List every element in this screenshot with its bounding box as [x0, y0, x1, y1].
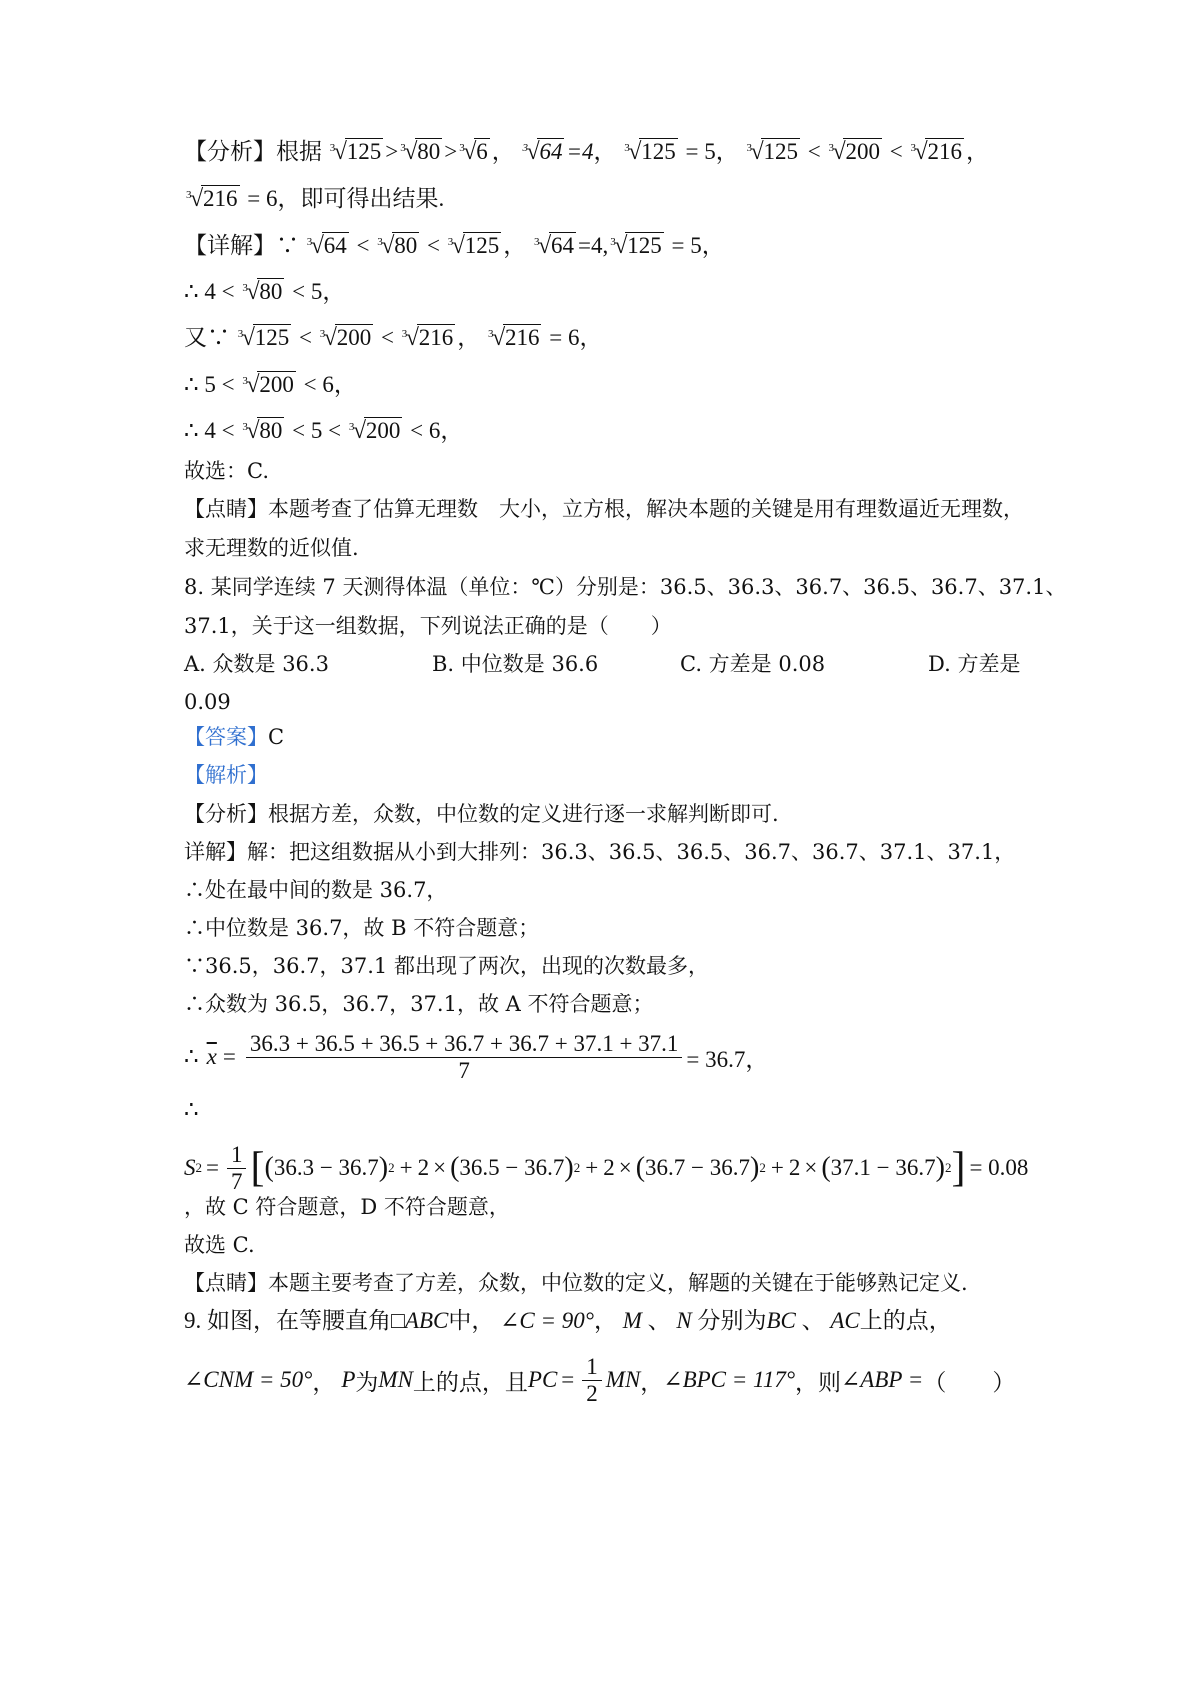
value: 5	[704, 139, 716, 164]
step-2: ∴中位数是 36.7，故 B 不符合题意；	[184, 916, 540, 940]
value: 5	[690, 233, 702, 258]
value: 5	[310, 418, 323, 443]
radicand: 125	[763, 139, 798, 164]
paren: )	[564, 1152, 574, 1183]
value: 6	[265, 186, 278, 211]
operator: <	[303, 372, 317, 397]
radicand: 216	[418, 325, 454, 350]
angle-symbol: ∠	[500, 1308, 520, 1333]
operator: ×	[804, 1155, 818, 1180]
detail-q7-line5	[184, 416, 1040, 446]
operator: =	[685, 139, 699, 164]
radical-sign: √	[381, 233, 395, 259]
math-var: ABC	[404, 1308, 449, 1333]
step-1: ∴处在最中间的数是 36.7，	[184, 878, 448, 902]
value: 6	[567, 325, 580, 350]
cube-root	[307, 231, 349, 261]
radical-sign: √	[246, 279, 260, 305]
operator: =	[247, 186, 261, 211]
exponent: 2	[573, 1160, 581, 1175]
cube-root	[242, 277, 284, 307]
q9-text: 9. 如图，在等腰直角	[184, 1308, 391, 1333]
operator: +	[585, 1155, 599, 1180]
question-8-stem-line2: 37.1，关于这一组数据，下列说法正确的是（ ）	[184, 614, 672, 638]
root-index: 3	[828, 142, 834, 154]
analysis-tail: ，即可得出结果.	[277, 186, 445, 211]
because-symbol: ∵	[276, 233, 299, 258]
operator: <	[380, 325, 394, 350]
cube-root	[448, 231, 502, 261]
operator: <	[426, 233, 440, 258]
value: 4	[204, 279, 216, 304]
radicand: 6	[476, 139, 488, 164]
exponent: 2	[759, 1160, 766, 1175]
operator: =	[561, 1367, 575, 1392]
answer-value: C	[268, 725, 285, 749]
term-1: 36.3 − 36.7	[273, 1155, 379, 1180]
cube-root	[242, 416, 284, 446]
radical-sign: √	[537, 233, 552, 259]
operator: <	[292, 279, 306, 304]
root-index: 3	[610, 236, 616, 248]
cube-root	[402, 323, 456, 353]
analysis-q7-line2	[184, 184, 1040, 214]
conclusion-q7: 故选：C.	[184, 459, 269, 483]
radical-sign: √	[628, 139, 642, 165]
operator: =	[206, 1155, 219, 1180]
detail-q8: 详解】解：把这组数据从小到大排列：36.3、36.5、36.5、36.7、36.7、37.1、37.1，	[184, 840, 1016, 864]
operator: ×	[433, 1155, 447, 1180]
radical-sign: √	[451, 233, 465, 259]
operator: <	[356, 233, 370, 258]
detail-q7-line3	[184, 323, 1040, 353]
comment-q8: 【点睛】本题主要考查了方差，众数，中位数的定义，解题的关键在于能够熟记定义.	[184, 1271, 968, 1295]
punct: ，	[457, 325, 481, 350]
mean-fraction	[246, 1031, 683, 1084]
cube-root	[400, 137, 442, 167]
root-index: 3	[329, 142, 336, 154]
conclusion-q8: 故选 C.	[184, 1233, 255, 1257]
punct: ，	[593, 139, 617, 164]
punct: ，	[715, 139, 739, 164]
root-index: 3	[487, 328, 494, 340]
math-expr: BPC = 117°	[682, 1367, 796, 1392]
cube-root	[459, 137, 490, 167]
math-expr: C = 90°	[519, 1308, 594, 1333]
root-index: 3	[401, 328, 408, 340]
paren: (	[821, 1152, 831, 1183]
variance-exponent: 2	[195, 1160, 202, 1175]
radicand: 200	[259, 372, 294, 397]
term-4: 37.1 − 36.7	[830, 1155, 936, 1180]
q9-text: 上的点，且	[412, 1369, 528, 1395]
cube-root	[238, 323, 292, 353]
after-variance: ，故 C 符合题意，D 不符合题意，	[184, 1195, 510, 1219]
operator: >	[385, 139, 399, 164]
radical-sign: √	[914, 139, 928, 165]
mean-numerator: 36.3 + 36.5 + 36.5 + 36.7 + 36.7 + 37.1 + 37.1	[246, 1031, 683, 1058]
cube-root	[610, 231, 664, 261]
radical-sign: √	[750, 139, 764, 165]
answer-line	[184, 722, 1040, 752]
because-symbol: ∵	[207, 325, 230, 350]
therefore-symbol: ∴	[184, 418, 199, 443]
root-index: 3	[746, 142, 752, 154]
therefore-symbol: ∴	[184, 372, 199, 397]
analysis-tag: 【分析】	[184, 139, 276, 164]
punct: ，	[440, 418, 464, 443]
mean-value: = 36.7，	[686, 1046, 769, 1072]
term-2: 36.5 − 36.7	[459, 1155, 565, 1180]
operator: <	[328, 418, 342, 443]
root-index: 3	[533, 236, 540, 248]
operator: +	[770, 1155, 784, 1180]
radical-sign: √	[310, 233, 324, 259]
frac-den: 7	[230, 1168, 243, 1194]
cube-root	[349, 416, 403, 446]
root-index: 3	[242, 421, 248, 433]
operator: <	[299, 325, 312, 350]
cube-root	[320, 323, 374, 353]
frac-num: 1	[227, 1142, 247, 1169]
radicand: 80	[417, 139, 441, 164]
root-index: 3	[522, 142, 528, 154]
coefficient: 2	[603, 1155, 615, 1180]
radical-sign: √	[246, 372, 260, 398]
punct: ，	[322, 279, 346, 304]
paren: )	[378, 1152, 389, 1183]
radicand: 64	[550, 233, 574, 258]
one-seventh	[227, 1142, 247, 1195]
detail-q7-line4	[184, 370, 1040, 400]
step-3: ∵36.5，36.7，37.1 都出现了两次，出现的次数最多，	[184, 954, 709, 978]
value: 5	[310, 279, 323, 304]
left-bracket: [	[250, 1145, 265, 1191]
value: 5	[204, 372, 216, 397]
math-var: M	[622, 1308, 642, 1333]
cube-root	[624, 137, 678, 167]
operator: <	[221, 418, 235, 443]
punct: ，	[965, 139, 989, 164]
exponent: 2	[944, 1160, 952, 1175]
operator: =	[566, 139, 582, 164]
radical-sign: √	[246, 418, 260, 444]
option-d: D. 方差是	[928, 652, 1021, 676]
term-3: 36.7 − 36.7	[645, 1155, 751, 1180]
comment-q7-line1: 【点睛】本题考查了估算无理数 大小，立方根，解决本题的关键是用有理数逼近无理数，	[184, 497, 1024, 521]
frac-den: 2	[586, 1380, 598, 1406]
cube-root	[186, 184, 240, 214]
operator: >	[444, 139, 458, 164]
operator: <	[807, 139, 821, 164]
radicand: 125	[464, 233, 500, 258]
cube-root	[828, 137, 882, 167]
cube-root	[522, 137, 564, 167]
mean-formula	[184, 1027, 1040, 1087]
punct: ，	[640, 1369, 664, 1395]
radicand: 216	[203, 186, 238, 211]
punct: 、	[801, 1308, 825, 1333]
analysis-lead: 根据	[276, 139, 322, 164]
math-var: MN	[605, 1367, 641, 1392]
again-word: 又	[184, 325, 207, 350]
operator: +	[399, 1155, 413, 1180]
radicand: 125	[254, 325, 290, 350]
variance-formula	[184, 1138, 1028, 1198]
root-index: 3	[348, 421, 355, 433]
punct: ，	[701, 233, 725, 258]
radicand: 200	[336, 325, 372, 350]
radicand: 216	[504, 325, 540, 350]
radicand: 200	[365, 418, 401, 443]
cube-root	[377, 231, 419, 261]
punct: 、	[647, 1308, 671, 1333]
mean-symbol: $\overline{x}$	[206, 1044, 217, 1069]
operator: <	[221, 372, 235, 397]
paren: )	[750, 1152, 760, 1183]
radicand: 80	[259, 279, 283, 304]
root-index: 3	[447, 236, 454, 248]
question-9-line1	[184, 1306, 1040, 1336]
root-index: 3	[910, 142, 916, 154]
root-index: 3	[186, 189, 192, 201]
question-8-stem-line1: 8. 某同学连续 7 天测得体温（单位：℃）分别是：36.5、36.3、36.7、36.5、36.7、37.1、	[184, 575, 1067, 599]
root-index: 3	[242, 375, 248, 387]
radical-sign: √	[190, 186, 204, 212]
detail-tag: 【详解】	[184, 233, 276, 258]
angle-symbol: ∠	[841, 1367, 861, 1392]
cube-root	[746, 137, 800, 167]
paren: (	[635, 1152, 646, 1183]
frac-num: 1	[582, 1354, 602, 1381]
math-expr: CNM = 50°	[203, 1367, 313, 1392]
operator: =	[549, 325, 563, 350]
variance-symbol: S	[184, 1155, 196, 1180]
operator: <	[889, 139, 903, 164]
operator: =	[222, 1044, 236, 1069]
cube-root	[534, 231, 576, 261]
operator: ×	[618, 1155, 632, 1180]
cube-root	[488, 323, 542, 353]
punct: ，	[491, 139, 515, 164]
radicand: 64	[539, 139, 563, 164]
therefore-line: ∴	[184, 1097, 199, 1122]
value: 4	[590, 233, 603, 258]
punct: ，	[593, 1308, 617, 1333]
punct: ，	[333, 372, 357, 397]
detail-q7-line2	[184, 277, 1040, 307]
angle-symbol: ∠	[663, 1367, 683, 1392]
half-fraction	[582, 1354, 602, 1407]
paren: (	[264, 1152, 274, 1183]
operator: =	[577, 233, 591, 258]
q9-text: 分别为	[697, 1308, 767, 1333]
q9-text: 上的点，	[859, 1308, 952, 1333]
radical-sign: √	[463, 139, 477, 165]
analysis-q7-line1	[184, 137, 1040, 167]
radical-sign: √	[614, 233, 628, 259]
cube-root	[330, 137, 384, 167]
option-c: C. 方差是 0.08	[680, 652, 826, 676]
coefficient: 2	[417, 1155, 430, 1180]
math-var: AC	[830, 1308, 860, 1333]
value: 6	[428, 418, 441, 443]
angle-symbol: ∠	[184, 1367, 204, 1392]
math-var: P	[341, 1367, 356, 1392]
operator: <	[221, 279, 235, 304]
root-index: 3	[400, 142, 406, 154]
q9-text: 中，	[448, 1308, 495, 1333]
radicand: 125	[346, 139, 382, 164]
option-a: A. 众数是 36.3	[184, 652, 329, 676]
analysis-q8: 【分析】根据方差，众数，中位数的定义进行逐一求解判断即可.	[184, 802, 779, 826]
operator: <	[410, 418, 424, 443]
math-var: PC	[527, 1367, 558, 1392]
math-expr: ABP =	[860, 1367, 924, 1392]
radical-sign: √	[333, 139, 347, 165]
radical-sign: √	[405, 325, 419, 351]
question-8-options	[184, 649, 1040, 679]
radical-sign: √	[241, 325, 255, 351]
math-var: BC	[766, 1308, 796, 1333]
variance-value: = 0.08	[969, 1155, 1029, 1180]
question-9-line2	[184, 1350, 1040, 1410]
q9-text: 为	[355, 1369, 379, 1395]
value: 4	[582, 139, 594, 164]
math-var: MN	[378, 1367, 413, 1392]
answer-blank: （ ）	[923, 1369, 1016, 1395]
root-index: 3	[459, 142, 465, 154]
radicand: 200	[845, 139, 880, 164]
operator: <	[292, 418, 306, 443]
detail-q7-line1: 【详解】∵ 3 √ 64 < 3 √ 80 < 3 √ 125 ， 3 √ 64 =4, 3 √ 125 = 5，	[184, 231, 1040, 261]
therefore-symbol: ∴	[184, 1044, 199, 1069]
root-index: 3	[237, 328, 244, 340]
paren: )	[935, 1152, 945, 1183]
value: 4	[204, 418, 216, 443]
exponent: 2	[388, 1160, 395, 1175]
coefficient: 2	[788, 1155, 801, 1180]
radical-sign: √	[526, 139, 540, 165]
therefore-symbol: ∴	[184, 279, 199, 304]
radicand: 80	[394, 233, 418, 258]
radical-sign: √	[323, 325, 337, 351]
value: 6	[322, 372, 334, 397]
punct: ，	[503, 233, 527, 258]
radicand: 125	[627, 233, 662, 258]
radicand: 125	[641, 139, 676, 164]
radicand: 64	[323, 233, 347, 258]
operator: =	[671, 233, 685, 258]
root-index: 3	[377, 236, 383, 248]
comment-q7-line2: 求无理数的近似值.	[184, 536, 359, 560]
mean-denominator: 7	[458, 1057, 470, 1083]
root-index: 3	[624, 142, 630, 154]
step-4: ∴众数为 36.5，36.7，37.1，故 A 不符合题意；	[184, 992, 654, 1016]
explain-tag: 【解析】	[184, 763, 268, 787]
root-index: 3	[319, 328, 326, 340]
math-var: N	[676, 1308, 692, 1333]
root-index: 3	[306, 236, 313, 248]
radicand: 80	[259, 418, 283, 443]
right-bracket: ]	[951, 1145, 966, 1191]
radical-sign: √	[404, 139, 418, 165]
q9-text: ，则	[795, 1369, 842, 1395]
cube-root	[910, 137, 964, 167]
option-d-wrap: 0.09	[184, 690, 231, 714]
cube-root	[242, 370, 296, 400]
radical-sign: √	[352, 418, 367, 444]
triangle-icon: □	[391, 1308, 405, 1333]
punct: ，	[579, 325, 603, 350]
radicand: 216	[927, 139, 962, 164]
radical-sign: √	[832, 139, 846, 165]
option-b: B. 中位数是 36.6	[432, 652, 599, 676]
root-index: 3	[242, 282, 248, 294]
radical-sign: √	[491, 325, 506, 351]
answer-tag: 【答案】	[184, 725, 268, 749]
paren: (	[450, 1152, 460, 1183]
punct: ，	[312, 1369, 336, 1395]
